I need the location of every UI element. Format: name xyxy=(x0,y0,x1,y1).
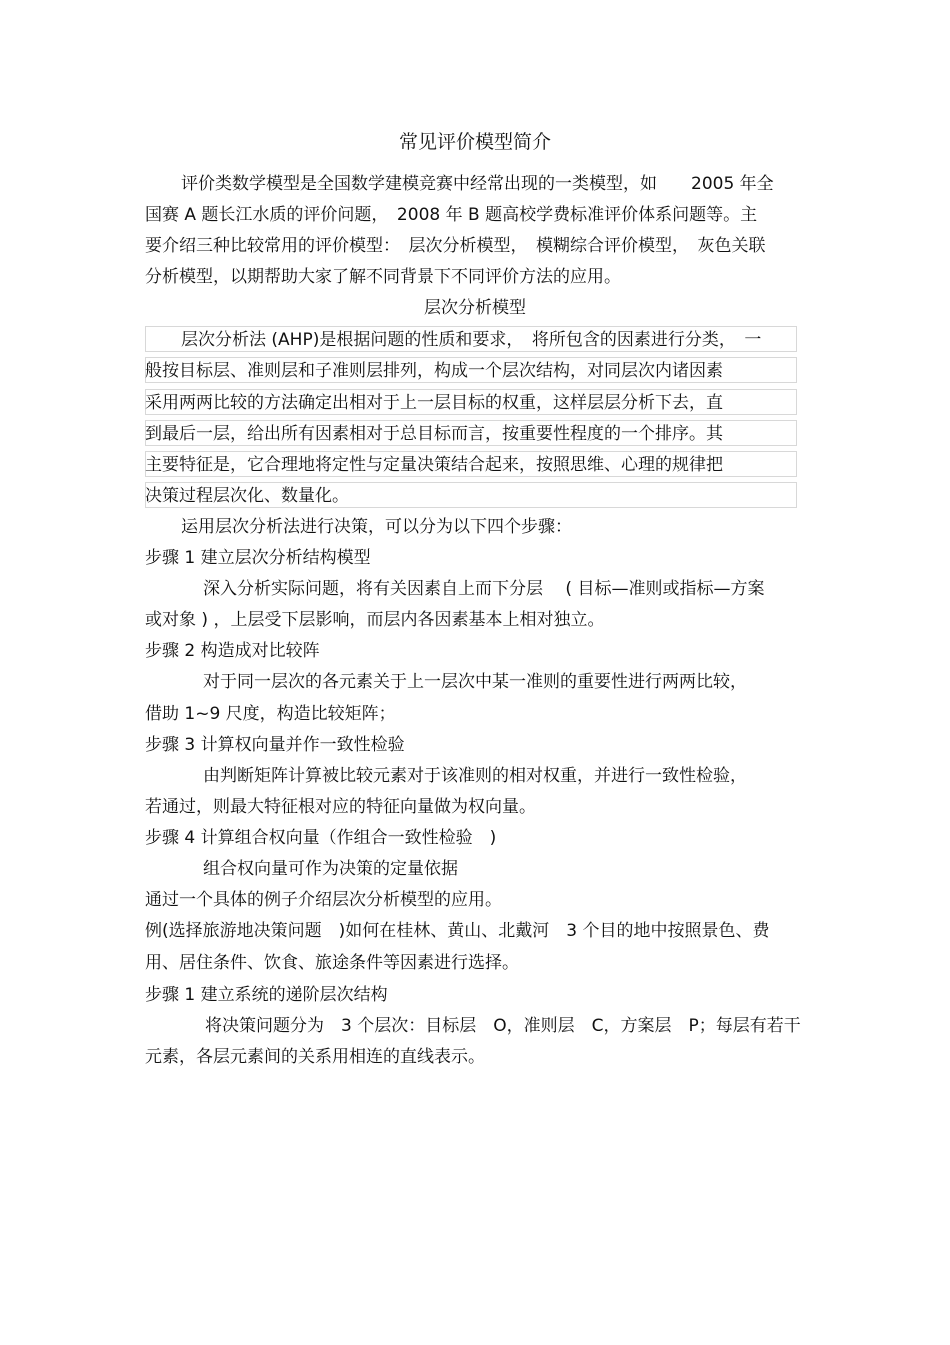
intro-line: 分析模型，以期帮助大家了解不同背景下不同评价方法的应用。 xyxy=(145,267,621,287)
step-body-line: 或对象 ) ，上层受下层影响，而层内各因素基本上相对独立。 xyxy=(145,610,605,630)
step-body-line: 对于同一层次的各元素关于上一层次中某一准则的重要性进行两两比较， xyxy=(203,672,747,692)
ahp-definition-line: 层次分析法 (AHP)是根据问题的性质和要求， 将所包含的因素进行分类， 一 xyxy=(181,330,762,350)
step-heading: 步骤 3 计算权向量并作一致性检验 xyxy=(145,735,405,755)
step-heading: 步骤 1 建立系统的递阶层次结构 xyxy=(145,985,388,1005)
intro-line: 要介绍三种比较常用的评价模型： 层次分析模型， 模糊综合评价模型， 灰色关联 xyxy=(145,236,766,256)
ahp-definition-line: 采用两两比较的方法确定出相对于上一层目标的权重，这样层层分析下去，直 xyxy=(145,393,723,413)
step-body-line: 将决策问题分为 3 个层次：目标层 O，准则层 C，方案层 P；每层有若干 xyxy=(205,1016,801,1036)
step-body-line: 组合权向量可作为决策的定量依据 xyxy=(203,859,458,879)
step-body-line: 由判断矩阵计算被比较元素对于该准则的相对权重，并进行一致性检验， xyxy=(203,766,747,786)
step-heading: 步骤 1 建立层次分析结构模型 xyxy=(145,548,371,568)
step-heading: 步骤 4 计算组合权向量（作组合一致性检验 ) xyxy=(145,828,497,848)
example-intro: 通过一个具体的例子介绍层次分析模型的应用。 xyxy=(145,890,502,910)
step-body-line: 若通过，则最大特征根对应的特征向量做为权向量。 xyxy=(145,797,536,817)
example-line: 例(选择旅游地决策问题 )如何在桂林、黄山、北戴河 3 个目的地中按照景色、费 xyxy=(145,921,770,941)
ahp-definition-line: 决策过程层次化、数量化。 xyxy=(145,486,349,506)
ahp-definition-line: 到最后一层，给出所有因素相对于总目标而言，按重要性程度的一个排序。其 xyxy=(145,424,723,444)
ahp-definition-line: 般按目标层、准则层和子准则层排列，构成一个层次结构，对同层次内诸因素 xyxy=(145,361,723,381)
intro-line: 评价类数学模型是全国数学建模竞赛中经常出现的一类模型，如 2005 年全 xyxy=(181,174,774,194)
example-line: 用、居住条件、饮食、旅途条件等因素进行选择。 xyxy=(145,953,519,973)
steps-intro: 运用层次分析法进行决策，可以分为以下四个步骤： xyxy=(181,517,572,537)
step-body-line: 元素，各层元素间的关系用相连的直线表示。 xyxy=(145,1047,485,1067)
document-title: 常见评价模型简介 xyxy=(398,131,551,153)
step-heading: 步骤 2 构造成对比较阵 xyxy=(145,641,320,661)
intro-line: 国赛 A 题长江水质的评价问题， 2008 年 B 题高校学费标准评价体系问题等。主 xyxy=(145,205,758,225)
step-body-line: 借助 1~9 尺度，构造比较矩阵； xyxy=(145,704,396,724)
ahp-definition-line: 主要特征是，它合理地将定性与定量决策结合起来，按照思维、心理的规律把 xyxy=(145,455,723,475)
section-title: 层次分析模型 xyxy=(424,298,526,318)
step-body-line: 深入分析实际问题，将有关因素自上而下分层 ( 目标—准则或指标—方案 xyxy=(203,579,765,599)
